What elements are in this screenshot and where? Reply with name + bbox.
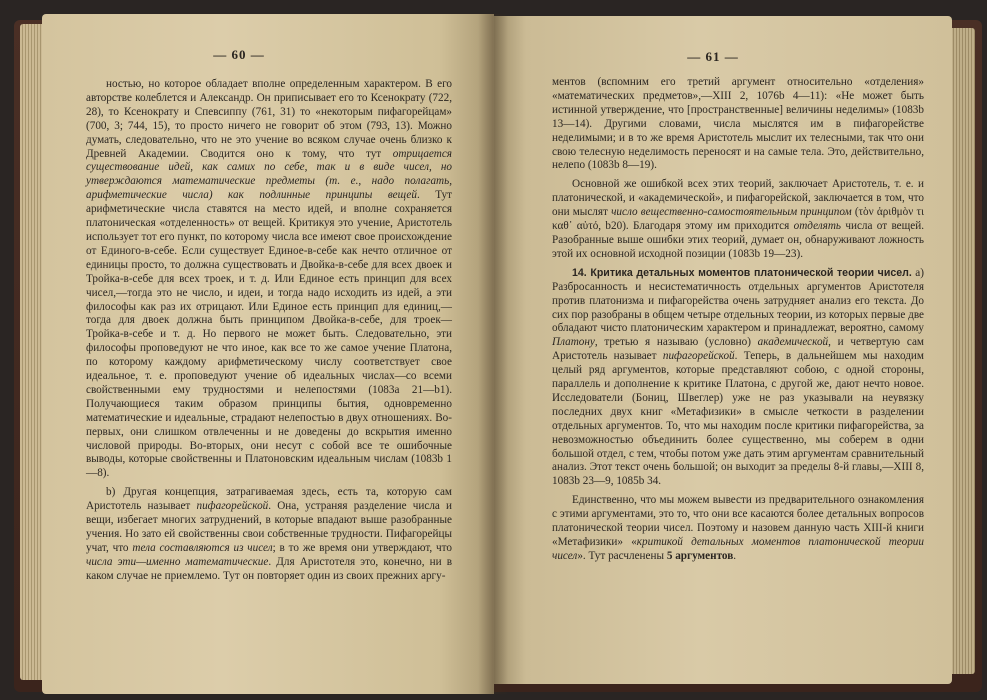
left-page bbox=[42, 14, 494, 694]
italic-text-run: академической bbox=[757, 336, 829, 349]
text-run: Единственно, что мы можем вывести из предварительного ознакомления с этими аргументами, это то, что они все касаются более детальных вопросов платонической теории чисел. Поэтому и назовем данную часть XIII-й книги «Метафизики» « bbox=[552, 494, 924, 548]
text-run: . Для Аристотеля это, конечно, ни в каком случае не приемлемо. Тут он повторяет один из своих прежних аргу- bbox=[86, 555, 452, 582]
text-run: ностью, но которое обладает вполне определенным характером. В его авторстве колеблется и Александр. Он приписывает его то Ксенократу (722, 28), то Ксенократу и Спевсиппу (761, 31) то «некоторым пифагорейцам» (700, 3; 744, 15), то просто ничего не говорит об этом (793, 13). Можно думать, следовательно, что не это учение во всяком случае очень близко к Древней Академии. Сводится оно к тому, что тут bbox=[86, 78, 452, 160]
text-run: a) Разбросанность и несистематичность отдельных аргументов Аристотеля против платонизма и пифагорейства очень затрудняет анализ его текста. До сих пор разобраны в общем четыре отдельных теории, из которых первые две обладают чисто платоническим характером и принадлежат, вероятно, самому bbox=[552, 266, 924, 335]
paragraph bbox=[86, 78, 452, 481]
italic-text-run: пифагорейской bbox=[196, 500, 269, 513]
page-number-right: — 61 — bbox=[687, 49, 739, 64]
right-page bbox=[494, 16, 952, 684]
text-run: . Она, устраняя разделение числа и вещи, избегает многих затруднений, в которые впадают выше разобранные учения. Но зато ей свойственны свои собственные трудности. Пифагорейцы учат, что bbox=[86, 500, 452, 554]
text-run: . Теперь, в дальнейшем мы находим целый ряд аргументов, которые представляют собою, с одной стороны, параллель и дополнение к критике Платона, с другой же, дают нечто новое. Исследователи (Бониц, Швеглер) уже не раз указывали на неувязку последних двух книг «Метафизики» в смысле четкости в разделении отдельных аргументов. То, что мы находим после критики пифагорейства, за невозможностью объединить более существенно, мы соберем в одни большой отдел, с тем, чтобы потом уже дать этим аргументам сравнительный анализ. Этот текст очень большой; он выходит за пределы 8-й главы,—XIII 8, 1083b 23—9, 1085b 34. bbox=[552, 350, 924, 488]
text-run: числа от вещей. Разобранные выше ошибки этих теорий, думает он, обнаруживают ложность этой их основной исходной позиции (1083b 19—23). bbox=[552, 220, 924, 260]
paragraph bbox=[86, 486, 452, 583]
text-run: . Тут арифметические числа ставятся на место идей, и вполне сохраняется платоническая «отделенность» от вещей. Критикуя это учение, Аристотель использует тот его пункт, по которому числа все имеют свое происхождение от Единого-в-себе. Если существует Единое-в-себе как нечто отличное от единицы просто, то должна существовать и Двойка-в-себе для всех двоек и Тройка-в-себе для всех троек, и т. д. Или Единое есть принцип для всех чисел,—тогда это не число, и идеи, и тогда надо исходить из идей, а эти философы как раз их отрицают. Или Единое есть принцип для единиц,—тогда для двоек должна быть принципом Двойка-в-себе, для троек—Тройка-в-себе и т. д. Но первого не может быть. Следовательно, эти философы проповедуют не что иное, как все то же самое учение Платона, по которому каждому арифметическому числу соответствует свое идеальное, т. е. проповедуют учение об идеальных числах—со всеми свойственными ему трудностями и нелепостями (1083а 21—b1). Получающиеся таким образом принципы бытия, одновременно математические и идеальные, страдают нелепостью в двух отношениях. Во-первых, они слишком отвлеченны и не доведены до вскрытия именно числовой природы. Во-вторых, они несут с собой все те ошибочные выводы, которые свойственны и Платоновским идеальным числам (1083b 1—8). bbox=[86, 189, 452, 480]
text-run: b) Другая концепция, затрагиваемая здесь, есть та, которую сам Аристотель называет bbox=[86, 486, 452, 513]
text-run: ; в то же время они утверждают, что bbox=[272, 541, 452, 554]
text-run: , третью я называю (условно) bbox=[594, 336, 758, 349]
bold-text-run: 5 аргументов bbox=[666, 549, 734, 562]
text-run: , и четвертую сам Аристотель называет bbox=[552, 336, 924, 363]
text-run: . bbox=[733, 549, 737, 562]
text-run: (τὸν ἀριθμὸν τι καθ᾽ αὑτό, b20). Благодаря этому им приходится bbox=[552, 206, 924, 233]
paragraph bbox=[552, 76, 924, 173]
section-body bbox=[552, 267, 924, 488]
italic-text-run: число вещественно-самостоятельным принципом bbox=[611, 206, 852, 219]
italic-text-run: критикой детальных моментов платонической теории чисел bbox=[552, 536, 924, 562]
italic-text-run: отрицается существование идей, как самих по себе, так и в виде чисел, но утверждаются математические предметы (т. е., надо полагать, арифметические числа) как подлинные принципы вещей bbox=[86, 147, 452, 202]
text-run: ментов (вспомним его третий аргумент относительно «отделения» «математических предметов»,—XIII 2, 1076b 4—11): «Не может быть истинной утверждение, что [пространственные] величины неделимы» (1083b 13—14). Другими словами, числа мыслятся им в пифагорействе неделимыми; и в то же время Аристотель мыслит их телесными, так что они свою телесную неделимость переносят и на самые тела. Это, действительно, нелепо (1083b 8—19). bbox=[552, 76, 924, 172]
page-number-left: — 60 — bbox=[213, 47, 265, 62]
section-paragraph bbox=[552, 267, 924, 490]
italic-text-run: отделять bbox=[793, 220, 842, 233]
italic-text-run: пифагорейской bbox=[662, 350, 735, 363]
paragraph bbox=[552, 494, 924, 564]
left-page-body bbox=[86, 78, 452, 584]
section-heading: 14. Критика детальных моментов платонической теории чисел. bbox=[572, 266, 912, 279]
paragraph bbox=[552, 178, 924, 261]
italic-text-run: тела составляются из чисел bbox=[132, 541, 273, 554]
book-gutter bbox=[478, 14, 508, 694]
italic-text-run: Платону bbox=[552, 336, 595, 349]
text-run: ». Тут расчленены bbox=[577, 549, 667, 562]
text-run: Основной же ошибкой всех этих теорий, заключает Аристотель, т. е. и платонической, и «академической», и пифагорейской, заключается в том, что они мыслят bbox=[552, 178, 924, 219]
italic-text-run: числа эти—именно математические bbox=[86, 555, 269, 568]
right-page-body bbox=[552, 76, 924, 564]
